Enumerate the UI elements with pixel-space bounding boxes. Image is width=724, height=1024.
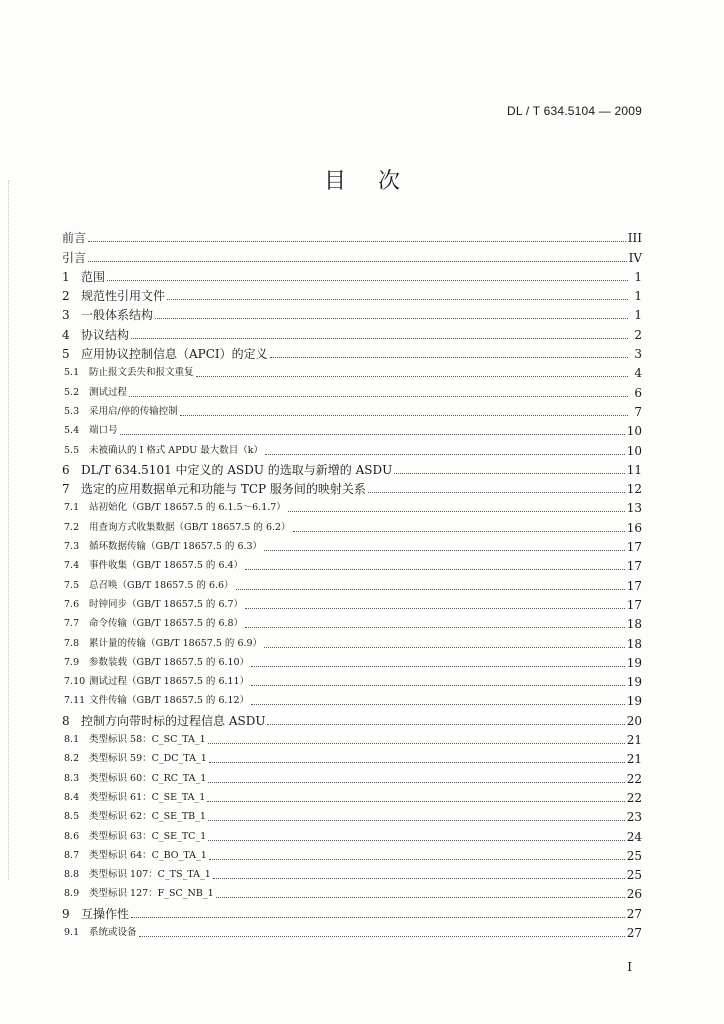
toc-entry-page: 27 — [626, 925, 642, 940]
toc-entry[interactable] — [62, 284, 642, 303]
toc-entry-page: 17 — [626, 597, 642, 612]
toc-leader-dots — [131, 917, 625, 918]
toc-entry-label: 命令传输（GB/T 18657.5 的 6.8） — [89, 618, 244, 630]
toc-title-char-2: 次 — [378, 169, 401, 194]
toc-entry-page: 18 — [626, 617, 642, 632]
toc-entry-number: 5.1 — [64, 367, 80, 379]
toc-entry[interactable] — [62, 863, 642, 882]
toc-leader-dots — [208, 840, 624, 841]
toc-entry-number: 8.8 — [64, 869, 80, 881]
toc-entry-page: 12 — [626, 482, 642, 497]
toc-entry[interactable] — [62, 824, 642, 843]
toc-leader-dots — [251, 685, 625, 686]
toc-entry[interactable] — [62, 438, 642, 457]
toc-entry-page: 19 — [626, 655, 642, 670]
binding-margin-dots — [8, 180, 11, 880]
toc-entry-number: 8 — [62, 713, 70, 728]
toc-entry-label: 未被确认的 I 格式 APDU 最大数目（k） — [89, 444, 263, 456]
toc-entry-label: 类型标识 62：C_SE_TB_1 — [89, 811, 206, 823]
toc-entry-page: 22 — [626, 771, 642, 786]
toc-leader-dots — [265, 454, 625, 455]
toc-entry-number: 4 — [62, 327, 70, 342]
toc-entry-page: 19 — [626, 694, 642, 709]
toc-entry-label: 测试过程（GB/T 18657.5 的 6.11） — [89, 676, 250, 688]
toc-entry[interactable] — [62, 593, 642, 612]
toc-entry-number: 7.10 — [64, 676, 86, 688]
toc-entry[interactable] — [62, 631, 642, 650]
toc-entry-label: 一般体系结构 — [81, 308, 154, 323]
toc-leader-dots — [208, 743, 625, 744]
toc-entry[interactable] — [62, 303, 642, 322]
toc-entry[interactable] — [62, 844, 642, 863]
toc-entry-label: DL/T 634.5101 中定义的 ASDU 的选取与新增的 ASDU — [81, 462, 393, 477]
toc-entry-page: 7 — [634, 404, 642, 419]
toc-entry[interactable] — [62, 651, 642, 670]
toc-entry-page: 22 — [626, 790, 642, 805]
toc-title — [0, 164, 724, 195]
toc-entry-page: 17 — [626, 578, 642, 593]
toc-leader-dots — [207, 801, 624, 802]
toc-entry-page: 21 — [626, 752, 642, 767]
toc-entry-number: 8.5 — [64, 811, 80, 823]
toc-entry-page: 10 — [626, 424, 642, 439]
toc-entry[interactable] — [62, 322, 642, 341]
toc-entry-page: 3 — [634, 347, 642, 362]
toc-leader-dots — [139, 936, 625, 937]
toc-entry-page: 17 — [626, 559, 642, 574]
toc-entry-label: 系统或设备 — [89, 926, 137, 938]
toc-entry[interactable] — [62, 882, 642, 901]
toc-entry[interactable] — [62, 612, 642, 631]
toc-leader-dots — [131, 338, 628, 339]
toc-entry-label: 类型标识 64：C_BO_TA_1 — [89, 849, 207, 861]
toc-entry-page: 13 — [626, 501, 642, 516]
toc-leader-dots — [267, 724, 624, 725]
toc-entry[interactable] — [62, 554, 642, 573]
toc-entry-label: 规范性引用文件 — [81, 289, 166, 304]
toc-entry-number: 8.7 — [64, 849, 80, 861]
toc-leader-dots — [293, 531, 625, 532]
toc-leader-dots — [245, 608, 625, 609]
toc-entry-label: 时钟同步（GB/T 18657.5 的 6.7） — [89, 598, 244, 610]
toc-entry[interactable] — [62, 342, 642, 361]
toc-entry-number: 3 — [62, 308, 70, 323]
toc-entry-number: 9 — [62, 906, 70, 921]
toc-entry-label: 类型标识 107：C_TS_TA_1 — [89, 869, 211, 881]
toc-entry-number: 7.7 — [64, 618, 80, 630]
toc-entry-page: 26 — [626, 887, 642, 902]
toc-entry-label: 总召唤（GB/T 18657.5 的 6.6） — [89, 579, 234, 591]
toc-entry-label: 事件收集（GB/T 18657.5 的 6.4） — [89, 560, 244, 572]
toc-leader-dots — [120, 434, 625, 435]
toc-leader-dots — [216, 897, 625, 898]
toc-entry-page: 19 — [626, 675, 642, 690]
toc-leader-dots — [209, 762, 625, 763]
toc-entry[interactable] — [62, 728, 642, 747]
toc-leader-dots — [245, 627, 625, 628]
toc-entry-number: 8.6 — [64, 830, 80, 842]
toc-leader-dots — [167, 299, 628, 300]
toc-entry-number: 7.8 — [64, 637, 80, 649]
toc-entry-page: 4 — [634, 366, 642, 381]
toc-entry[interactable] — [62, 361, 642, 380]
toc-entry-number: 7.5 — [64, 579, 80, 591]
toc-entry-label: 类型标识 60：C_RC_TA_1 — [89, 772, 207, 784]
toc-leader-dots — [394, 473, 625, 474]
toc-entry-label: 参数装载（GB/T 18657.5 的 6.10） — [89, 656, 250, 668]
toc-leader-dots — [208, 820, 625, 821]
toc-entry-page: 18 — [626, 636, 642, 651]
table-of-contents — [62, 226, 642, 940]
toc-leader-dots — [264, 550, 625, 551]
toc-title-char-1: 目 — [323, 169, 346, 194]
toc-leader-dots — [107, 280, 628, 281]
toc-entry-page: 20 — [626, 713, 642, 728]
toc-entry-label: 文件传输（GB/T 18657.5 的 6.12） — [89, 695, 250, 707]
toc-entry-label: 类型标识 58：C_SC_TA_1 — [89, 734, 206, 746]
toc-entry[interactable] — [62, 901, 642, 920]
toc-entry-number: 1 — [62, 269, 70, 284]
page-folio: I — [627, 960, 632, 974]
toc-entry[interactable] — [62, 496, 642, 515]
toc-leader-dots — [251, 704, 625, 705]
toc-entry-page: 25 — [626, 848, 642, 863]
toc-entry-page: 23 — [626, 810, 642, 825]
toc-leader-dots — [180, 415, 628, 416]
toc-entry-number: 8.1 — [64, 734, 80, 746]
toc-leader-dots — [208, 782, 624, 783]
toc-entry-number: 8.3 — [64, 772, 80, 784]
toc-entry-label: 类型标识 127：F_SC_NB_1 — [89, 888, 214, 900]
toc-leader-dots — [129, 396, 628, 397]
toc-entry-number: 7.1 — [64, 502, 80, 514]
toc-entry[interactable] — [62, 689, 642, 708]
toc-entry-label: 协议结构 — [81, 327, 130, 342]
toc-entry[interactable] — [62, 786, 642, 805]
toc-leader-dots — [155, 318, 628, 319]
toc-entry-label: 端口号 — [89, 425, 118, 437]
toc-entry-page: 2 — [634, 327, 642, 342]
toc-entry-page: 1 — [634, 308, 642, 323]
toc-entry-number: 6 — [62, 462, 70, 477]
toc-entry-page: 6 — [634, 385, 642, 400]
toc-entry-page: 1 — [634, 289, 642, 304]
toc-entry-label: 控制方向带时标的过程信息 ASDU — [81, 713, 266, 728]
toc-leader-dots — [288, 511, 625, 512]
toc-entry-number: 8.4 — [64, 791, 80, 803]
toc-entry-number: 2 — [62, 289, 70, 304]
toc-entry-page: 17 — [626, 540, 642, 555]
toc-entry[interactable] — [62, 805, 642, 824]
toc-leader-dots — [196, 376, 628, 377]
toc-entry-page: 25 — [626, 868, 642, 883]
toc-entry-label: 应用协议控制信息（APCI）的定义 — [81, 347, 268, 362]
toc-entry-page: 27 — [626, 906, 642, 921]
toc-entry[interactable] — [62, 747, 642, 766]
toc-entry-label: 防止报文丢失和报文重复 — [89, 367, 194, 379]
toc-entry[interactable] — [62, 400, 642, 419]
toc-entry-label: 累计量的传输（GB/T 18657.5 的 6.9） — [89, 637, 263, 649]
toc-entry[interactable] — [62, 380, 642, 399]
toc-entry-page: IV — [628, 250, 642, 265]
toc-entry-number: 9.1 — [64, 926, 80, 938]
toc-entry-label: 类型标识 59：C_DC_TA_1 — [89, 753, 207, 765]
toc-entry-number: 7.4 — [64, 560, 80, 572]
toc-entry-label: 测试过程 — [89, 386, 128, 398]
toc-entry-label: 用查询方式收集数据（GB/T 18657.5 的 6.2） — [89, 521, 291, 533]
toc-entry-number: 5.2 — [64, 386, 80, 398]
toc-entry-number: 8.2 — [64, 753, 80, 765]
toc-entry[interactable] — [62, 245, 642, 264]
toc-entry[interactable] — [62, 419, 642, 438]
toc-entry-label: 引言 — [62, 250, 87, 265]
toc-leader-dots — [236, 589, 625, 590]
toc-entry-label: 前言 — [62, 231, 87, 246]
toc-entry[interactable] — [62, 573, 642, 592]
toc-entry-label: 互操作性 — [81, 906, 130, 921]
toc-entry[interactable] — [62, 708, 642, 727]
toc-entry-page: 21 — [626, 733, 642, 748]
toc-entry-page: 1 — [634, 269, 642, 284]
toc-entry-number: 5.5 — [64, 444, 80, 456]
toc-entry[interactable] — [62, 458, 642, 477]
toc-entry-label: 类型标识 61：C_SE_TA_1 — [89, 791, 206, 803]
toc-entry-number: 5.4 — [64, 425, 80, 437]
toc-entry[interactable] — [62, 265, 642, 284]
toc-entry[interactable] — [62, 535, 642, 554]
toc-leader-dots — [213, 878, 625, 879]
toc-entry[interactable] — [62, 477, 642, 496]
toc-leader-dots — [209, 859, 625, 860]
toc-entry-label: 范围 — [81, 269, 106, 284]
toc-leader-dots — [270, 357, 628, 358]
toc-entry[interactable] — [62, 766, 642, 785]
toc-entry-number: 5 — [62, 347, 70, 362]
toc-entry-page: III — [627, 231, 642, 246]
document-code: DL / T 634.5104 — 2009 — [507, 104, 642, 118]
toc-entry-number: 8.9 — [64, 888, 80, 900]
toc-entry-page: 10 — [626, 443, 642, 458]
toc-leader-dots — [88, 241, 626, 242]
toc-leader-dots — [251, 666, 625, 667]
toc-entry-number: 7 — [62, 482, 70, 497]
toc-leader-dots — [88, 261, 627, 262]
toc-entry[interactable] — [62, 670, 642, 689]
toc-entry-label: 类型标识 63：C_SE_TC_1 — [89, 830, 207, 842]
toc-entry-page: 24 — [626, 829, 642, 844]
toc-entry-number: 7.11 — [64, 695, 86, 707]
toc-entry-number: 7.9 — [64, 656, 80, 668]
toc-entry-label: 循环数据传输（GB/T 18657.5 的 6.3） — [89, 541, 263, 553]
toc-entry-number: 7.3 — [64, 541, 80, 553]
toc-entry-label: 选定的应用数据单元和功能与 TCP 服务间的映射关系 — [81, 482, 366, 497]
toc-entry-number: 7.2 — [64, 521, 80, 533]
toc-entry-number: 7.6 — [64, 598, 80, 610]
toc-leader-dots — [245, 569, 625, 570]
toc-entry[interactable] — [62, 515, 642, 534]
toc-entry-label: 采用启/停的传输控制 — [89, 405, 178, 417]
toc-leader-dots — [264, 647, 625, 648]
toc-entry-page: 16 — [626, 520, 642, 535]
toc-leader-dots — [368, 492, 625, 493]
toc-entry-label: 站初始化（GB/T 18657.5 的 6.1.5～6.1.7） — [89, 502, 286, 514]
toc-entry[interactable] — [62, 921, 642, 940]
toc-entry-page: 11 — [626, 462, 642, 477]
toc-entry[interactable] — [62, 226, 642, 245]
toc-entry-number: 5.3 — [64, 405, 80, 417]
